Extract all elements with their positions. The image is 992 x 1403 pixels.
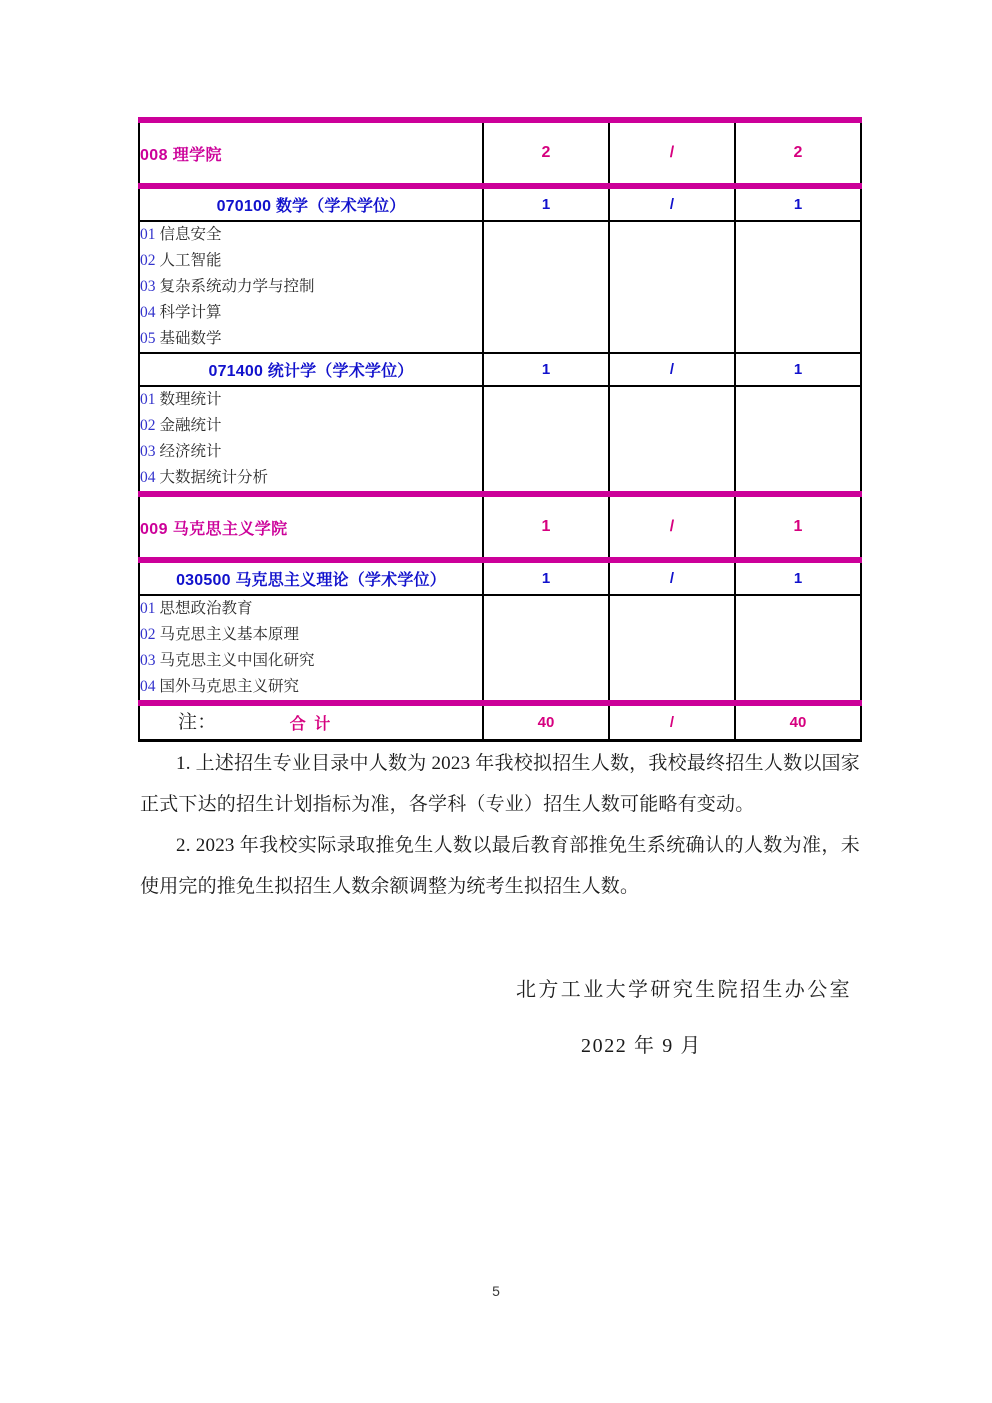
direction-number: 03	[140, 278, 156, 295]
total-exam: 40	[735, 703, 861, 741]
directions-list	[139, 221, 483, 353]
signature-block	[140, 962, 860, 1074]
directions-exempt-cell	[609, 595, 735, 703]
program-name: 071400 统计学（学术学位）	[139, 353, 483, 386]
directions-exam-cell	[735, 595, 861, 703]
table-row-college	[139, 494, 861, 560]
program-name: 030500 马克思主义理论（学术学位）	[139, 560, 483, 595]
program-exam: 1	[735, 353, 861, 386]
table-row-directions	[139, 221, 861, 353]
majors-table	[138, 117, 862, 742]
direction-label: 马克思主义基本原理	[159, 626, 300, 643]
direction-number: 02	[140, 626, 156, 643]
signature-organization: 北方工业大学研究生院招生办公室	[516, 979, 852, 1001]
direction-number: 05	[140, 330, 156, 347]
direction-item	[140, 326, 482, 352]
direction-item	[140, 622, 482, 648]
direction-item	[140, 248, 482, 274]
direction-item	[140, 465, 482, 491]
program-total: 1	[483, 353, 609, 386]
direction-item	[140, 222, 482, 248]
program-total: 1	[483, 560, 609, 595]
program-exam: 1	[735, 560, 861, 595]
college-exam: 1	[735, 494, 861, 560]
note-item-2: 2. 2023 年我校实际录取推免生人数以最后教育部推免生系统确认的人数为准，未使用完的推免生拟招生人数余额调整为统考生拟招生人数。	[140, 835, 860, 897]
direction-number: 02	[140, 252, 156, 269]
program-exempt: /	[609, 560, 735, 595]
direction-item	[140, 596, 482, 622]
directions-list	[139, 595, 483, 703]
direction-number: 04	[140, 678, 156, 695]
direction-label: 信息安全	[159, 226, 222, 243]
directions-list	[139, 386, 483, 494]
total-label: 合 计	[139, 703, 483, 741]
notes-section	[140, 703, 860, 907]
total-exempt: /	[609, 703, 735, 741]
directions-exam-cell	[735, 386, 861, 494]
direction-number: 01	[140, 391, 156, 408]
direction-label: 经济统计	[159, 443, 222, 460]
direction-item	[140, 674, 482, 700]
direction-item	[140, 413, 482, 439]
college-exempt: /	[609, 494, 735, 560]
direction-label: 大数据统计分析	[159, 469, 269, 486]
direction-item	[140, 648, 482, 674]
directions-exempt-cell	[609, 386, 735, 494]
signature-date: 2022 年 9 月	[581, 1035, 702, 1057]
directions-total-cell	[483, 221, 609, 353]
direction-number: 03	[140, 652, 156, 669]
direction-number: 04	[140, 304, 156, 321]
direction-label: 思想政治教育	[159, 600, 253, 617]
program-exempt: /	[609, 353, 735, 386]
direction-label: 复杂系统动力学与控制	[159, 278, 315, 295]
table-row-program	[139, 560, 861, 595]
program-name: 070100 数学（学术学位）	[139, 186, 483, 221]
program-total: 1	[483, 186, 609, 221]
majors-table-body	[139, 120, 861, 741]
direction-label: 人工智能	[159, 252, 222, 269]
majors-table-container	[138, 117, 860, 742]
total-count: 40	[483, 703, 609, 741]
note-item-1: 1. 上述招生专业目录中人数为 2023 年我校拟招生人数，我校最终招生人数以国家正式下达的招生计划指标为准，各学科（专业）招生人数可能略有变动。	[140, 753, 860, 815]
table-row-directions	[139, 386, 861, 494]
direction-item	[140, 274, 482, 300]
direction-item	[140, 300, 482, 326]
direction-number: 01	[140, 600, 156, 617]
table-row-college	[139, 120, 861, 186]
college-name: 009 马克思主义学院	[139, 494, 483, 560]
college-name: 008 理学院	[139, 120, 483, 186]
directions-total-cell	[483, 595, 609, 703]
direction-item	[140, 387, 482, 413]
directions-exam-cell	[735, 221, 861, 353]
college-total: 2	[483, 120, 609, 186]
notes-heading: 注：	[178, 712, 217, 733]
direction-number: 03	[140, 443, 156, 460]
college-exempt: /	[609, 120, 735, 186]
table-row-program	[139, 186, 861, 221]
direction-number: 02	[140, 417, 156, 434]
direction-label: 科学计算	[159, 304, 222, 321]
direction-label: 国外马克思主义研究	[159, 678, 300, 695]
direction-number: 01	[140, 226, 156, 243]
direction-label: 马克思主义中国化研究	[159, 652, 315, 669]
direction-label: 基础数学	[159, 330, 222, 347]
directions-total-cell	[483, 386, 609, 494]
direction-number: 04	[140, 469, 156, 486]
college-exam: 2	[735, 120, 861, 186]
table-row-directions	[139, 595, 861, 703]
page-number: 5	[492, 1283, 500, 1299]
program-exempt: /	[609, 186, 735, 221]
program-exam: 1	[735, 186, 861, 221]
direction-label: 金融统计	[159, 417, 222, 434]
directions-exempt-cell	[609, 221, 735, 353]
table-row-program	[139, 353, 861, 386]
direction-label: 数理统计	[159, 391, 222, 408]
direction-item	[140, 439, 482, 465]
college-total: 1	[483, 494, 609, 560]
